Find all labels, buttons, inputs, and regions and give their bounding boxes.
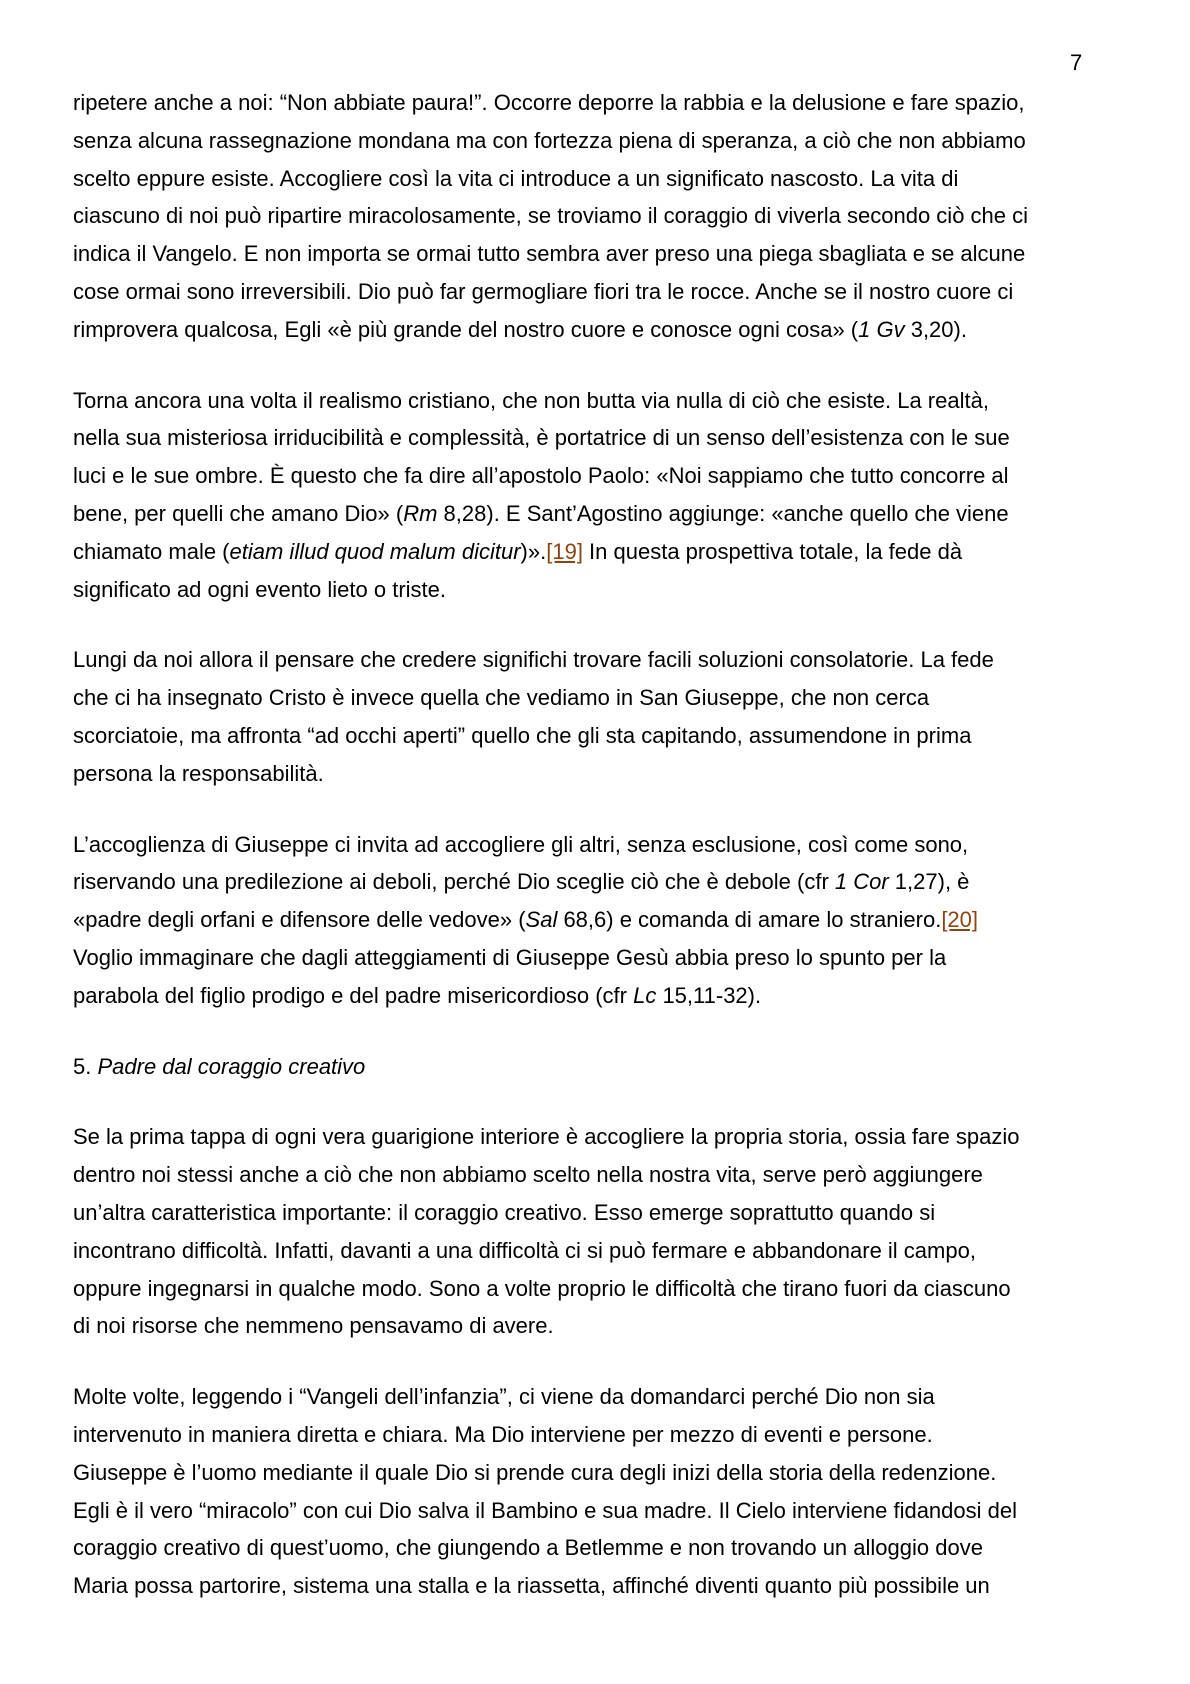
text-run: persona la responsabilità. [73,760,324,786]
italic-text: Padre dal coraggio creativo [97,1053,366,1079]
paragraph [73,641,1135,792]
text-run: nella sua misteriosa irriducibilità e complessità, è portatrice di un senso dell’esistenza con le sue [73,425,1010,451]
text-run: In questa prospettiva totale, la fede dà [582,538,963,564]
text-run: chiamato male ( [73,538,230,564]
text-line [73,1307,1135,1345]
text-line [73,533,1135,571]
text-line [73,1232,1135,1270]
text-line [73,419,1135,457]
text-run: scelto eppure esiste. Accogliere così la vita ci introduce a un significato nascosto. La vita di [73,165,959,191]
italic-text: 1 Gv [858,316,905,342]
text-line [73,122,1135,160]
text-line [73,826,1135,864]
text-run: oppure ingegnarsi in qualche modo. Sono a volte proprio le difficoltà che tirano fuori da ciascuno [73,1275,1011,1301]
text-run: cose ormai sono irreversibili. Dio può far germogliare fiori tra le rocce. Anche se il nostro cuore ci [73,278,1014,304]
text-run: che ci ha insegnato Cristo è invece quella che vediamo in San Giuseppe, che non cerca [73,685,930,711]
text-run: coraggio creativo di quest’uomo, che giungendo a Betlemme e non trovando un alloggio dove [73,1535,983,1561]
text-line [73,1529,1135,1567]
text-run: 5. [73,1053,98,1079]
text-line [73,717,1135,755]
text-line [73,571,1135,609]
text-run: rimprovera qualcosa, Egli «è più grande del nostro cuore e conosce ogni cosa» ( [73,316,859,342]
text-line [73,160,1135,198]
text-run: Molte volte, leggendo i “Vangeli dell’infanzia”, ci viene da domandarci perché Dio non sia [73,1384,935,1410]
page-number: 7 [1070,50,1083,75]
paragraph [73,826,1135,1015]
text-line [73,495,1135,533]
text-run: Voglio immaginare che dagli atteggiamenti di Giuseppe Gesù abbia preso lo spunto per la [73,944,947,970]
text-run: Torna ancora una volta il realismo cristiano, che non butta via nulla di ciò che esiste. La realtà, [73,387,989,413]
text-line [73,1194,1135,1232]
text-line [73,901,1135,939]
text-run: Se la prima tappa di ogni vera guarigione interiore è accogliere la propria storia, ossia fare spazio [73,1124,1020,1150]
text-line [73,382,1135,420]
text-line [73,1378,1135,1416]
text-run: significato ad ogni evento lieto o triste. [73,576,447,602]
text-line [73,84,1135,122]
text-run: ripetere anche a noi: “Non abbiate paura!”. Occorre deporre la rabbia e la delusione e fare spazio, [73,90,1025,115]
text-line [73,641,1135,679]
text-line [73,235,1135,273]
text-run: Egli è il vero “miracolo” con cui Dio salva il Bambino e sua madre. Il Cielo interviene fidandosi del [73,1497,1017,1523]
text-line [73,1270,1135,1308]
text-run: dentro noi stessi anche a ciò che non abbiamo scelto nella nostra vita, serve però aggiungere [73,1162,983,1188]
text-run: 15,11-32). [656,982,762,1008]
section-heading [73,1048,1135,1086]
text-run: riservando una predilezione ai deboli, perché Dio sceglie ciò che è debole (cfr [73,869,835,895]
document-body [73,84,1135,1638]
text-line [73,197,1135,235]
footnote-link[interactable]: [19] [546,538,583,564]
text-run: Lungi da noi allora il pensare che credere significhi trovare facili soluzioni consolatorie. La fede [73,647,994,673]
text-run: un’altra caratteristica importante: il coraggio creativo. Esso emerge soprattutto quando si [73,1199,936,1225]
text-run: ciascuno di noi può ripartire miracolosamente, se troviamo il coraggio di viverla secondo ciò che ci [73,203,1029,229]
text-run: scorciatoie, ma affronta “ad occhi aperti” quello che gli sta capitando, assumendone in prima [73,722,972,748]
text-run: Maria possa partorire, sistema una stalla e la riassetta, affinché diventi quanto più possibile un [73,1573,990,1599]
text-run: L’accoglienza di Giuseppe ci invita ad accogliere gli altri, senza esclusione, così come sono, [73,831,969,857]
text-line [73,679,1135,717]
text-line [73,1492,1135,1530]
text-line [73,863,1135,901]
footnote-link[interactable]: [20] [941,907,979,933]
italic-text: Sal [525,907,558,933]
paragraph [73,1118,1135,1345]
text-run: Giuseppe è l’uomo mediante il quale Dio si prende cura degli inizi della storia della redenzione. [73,1459,997,1485]
text-run: luci e le sue ombre. È questo che fa dire all’apostolo Paolo: «Noi sappiamo che tutto concorre al [73,463,1009,489]
text-run: intervenuto in maniera diretta e chiara. Ma Dio interviene per mezzo di eventi e persone. [73,1421,933,1447]
text-run: «padre degli orfani e difensore delle vedove» ( [73,907,526,933]
text-line [73,1454,1135,1492]
text-run: )». [520,538,547,564]
text-run: senza alcuna rassegnazione mondana ma con fortezza piena di speranza, a ciò che non abbiamo [73,127,1026,153]
text-line [73,273,1135,311]
text-line [73,1156,1135,1194]
text-run: di noi risorse che nemmeno pensavamo di avere. [73,1313,554,1339]
italic-text: Rm [403,500,438,526]
paragraph [73,382,1135,609]
paragraph [73,84,1135,349]
text-run: indica il Vangelo. E non importa se ormai tutto sembra aver preso una piega sbagliata e se alcune [73,241,1026,267]
text-run: 8,28). E Sant’Agostino aggiunge: «anche quello che viene [437,500,1009,526]
text-run: 3,20). [904,316,967,342]
text-line [73,1048,1135,1086]
paragraph [73,1378,1135,1605]
text-run: 1,27), è [888,869,970,895]
text-line [73,939,1135,977]
text-line [73,1416,1135,1454]
text-run: parabola del figlio prodigo e del padre misericordioso (cfr [73,982,634,1008]
text-run: incontrano difficoltà. Infatti, davanti a una difficoltà ci si può fermare e abbandonare il campo, [73,1237,976,1263]
text-line [73,977,1135,1015]
text-line [73,755,1135,793]
text-line [73,457,1135,495]
text-line [73,311,1135,349]
text-line [73,1118,1135,1156]
italic-text: Lc [633,982,657,1008]
text-line [73,1567,1135,1605]
text-run: bene, per quelli che amano Dio» ( [73,500,404,526]
text-run: 68,6) e comanda di amare lo straniero. [557,907,942,933]
italic-text: etiam illud quod malum dicitur [229,538,521,564]
italic-text: 1 Cor [834,869,889,895]
